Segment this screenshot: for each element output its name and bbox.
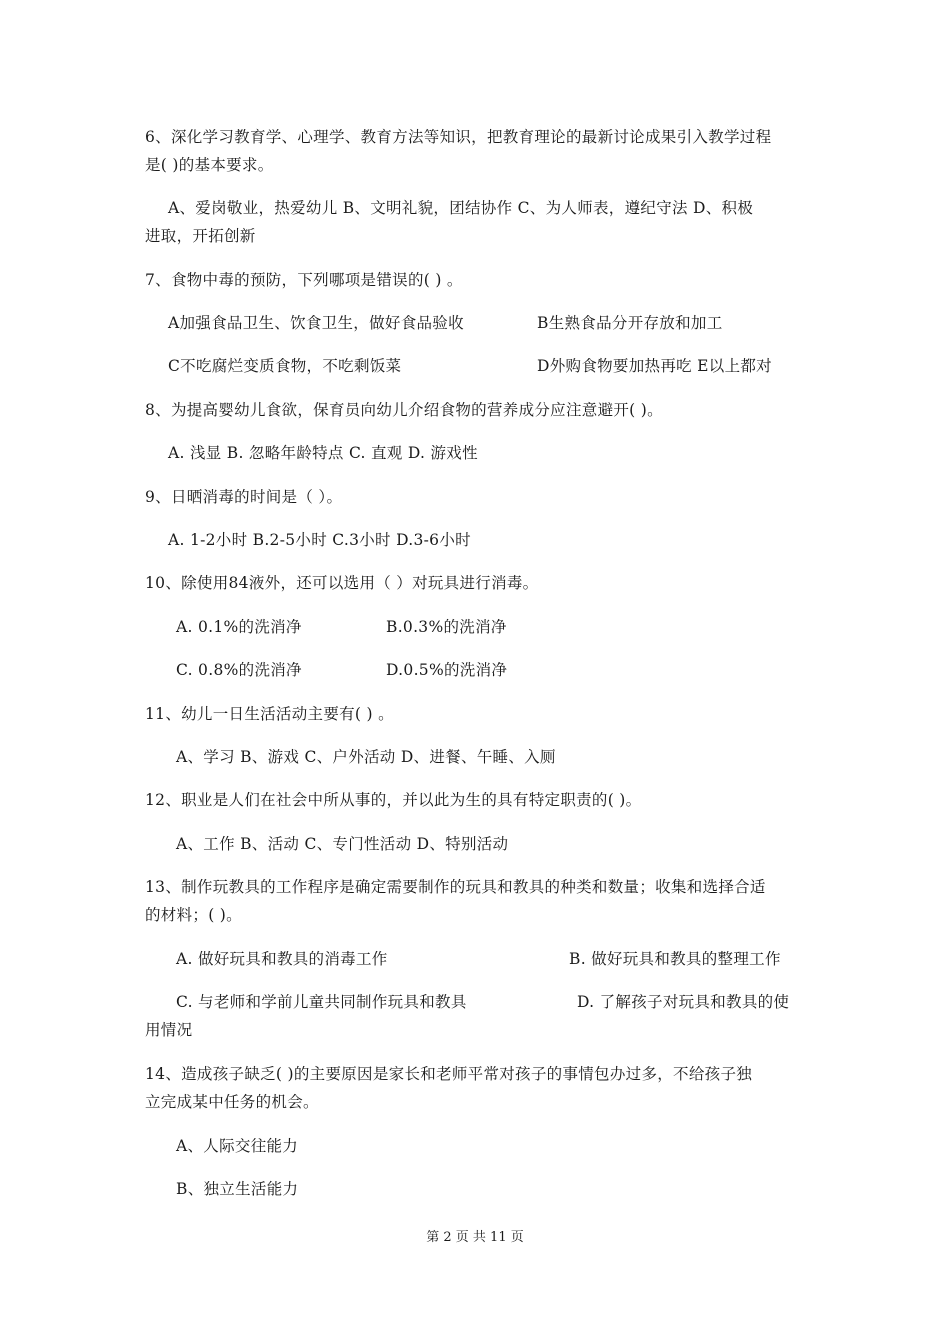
question-13-option-b: B. 做好玩具和教具的整理工作: [569, 950, 781, 968]
question-12-stem: 12、职业是人们在社会中所从事的，并以此为生的具有特定职责的( )。: [145, 791, 642, 809]
question-7-option-c: C不吃腐烂变质食物，不吃剩饭菜: [168, 357, 402, 375]
question-7-stem: 7、食物中毒的预防，下列哪项是错误的( ) 。: [145, 271, 463, 289]
question-9-options: A. 1-2小时 B.2-5小时 C.3小时 D.3-6小时: [168, 531, 471, 549]
question-13-stem-continued: 的材料；( )。: [145, 906, 242, 924]
question-14-option-a: A、人际交往能力: [176, 1137, 299, 1155]
question-6-stem: 6、深化学习教育学、心理学、教育方法等知识，把教育理论的最新讨论成果引入教学过程: [145, 128, 772, 146]
question-11-stem: 11、幼儿一日生活活动主要有( ) 。: [145, 705, 394, 723]
question-7-option-a: A加强食品卫生、饮食卫生，做好食品验收: [168, 314, 464, 332]
question-10-option-b: B.0.3%的洗消净: [386, 618, 507, 636]
page-number-footer: 第 2 页 共 11 页: [426, 1230, 524, 1245]
question-10-option-c: C. 0.8%的洗消净: [176, 661, 302, 679]
question-12-options: A、工作 B、活动 C、专门性活动 D、特别活动: [176, 835, 509, 853]
question-10-stem: 10、除使用84液外，还可以选用（ ）对玩具进行消毒。: [145, 574, 539, 592]
question-13-stem: 13、制作玩教具的工作程序是确定需要制作的玩具和教具的种类和数量；收集和选择合适: [145, 878, 766, 896]
question-6-options: A、爱岗敬业，热爱幼儿 B、文明礼貌，团结协作 C、为人师表，遵纪守法 D、积极: [168, 199, 754, 217]
question-7-option-b: B生熟食品分开存放和加工: [537, 314, 723, 332]
question-10-option-d: D.0.5%的洗消净: [386, 661, 508, 679]
question-14-stem-continued: 立完成某中任务的机会。: [145, 1093, 319, 1111]
question-14-stem: 14、造成孩子缺乏( )的主要原因是家长和老师平常对孩子的事情包办过多，不给孩子独: [145, 1065, 753, 1083]
question-6-options-continued: 进取，开拓创新: [145, 227, 256, 245]
question-13-option-d-continued: 用情况: [145, 1021, 193, 1039]
question-11-options: A、学习 B、游戏 C、户外活动 D、进餐、午睡、入厕: [176, 748, 556, 766]
question-13-option-d: D. 了解孩子对玩具和教具的使: [577, 993, 790, 1011]
question-6-stem-continued: 是( )的基本要求。: [145, 156, 274, 174]
question-13-option-a: A. 做好玩具和教具的消毒工作: [176, 950, 388, 968]
question-13-option-c: C. 与老师和学前儿童共同制作玩具和教具: [176, 993, 467, 1011]
question-9-stem: 9、日晒消毒的时间是（ ）。: [145, 488, 343, 506]
question-14-option-b: B、独立生活能力: [176, 1180, 299, 1198]
question-7-option-de: D外购食物要加热再吃 E以上都对: [537, 357, 772, 375]
question-8-options: A. 浅显 B. 忽略年龄特点 C. 直观 D. 游戏性: [168, 444, 478, 462]
question-10-option-a: A. 0.1%的洗消净: [176, 618, 302, 636]
question-8-stem: 8、为提高婴幼儿食欲，保育员向幼儿介绍食物的营养成分应注意避开( )。: [145, 401, 663, 419]
